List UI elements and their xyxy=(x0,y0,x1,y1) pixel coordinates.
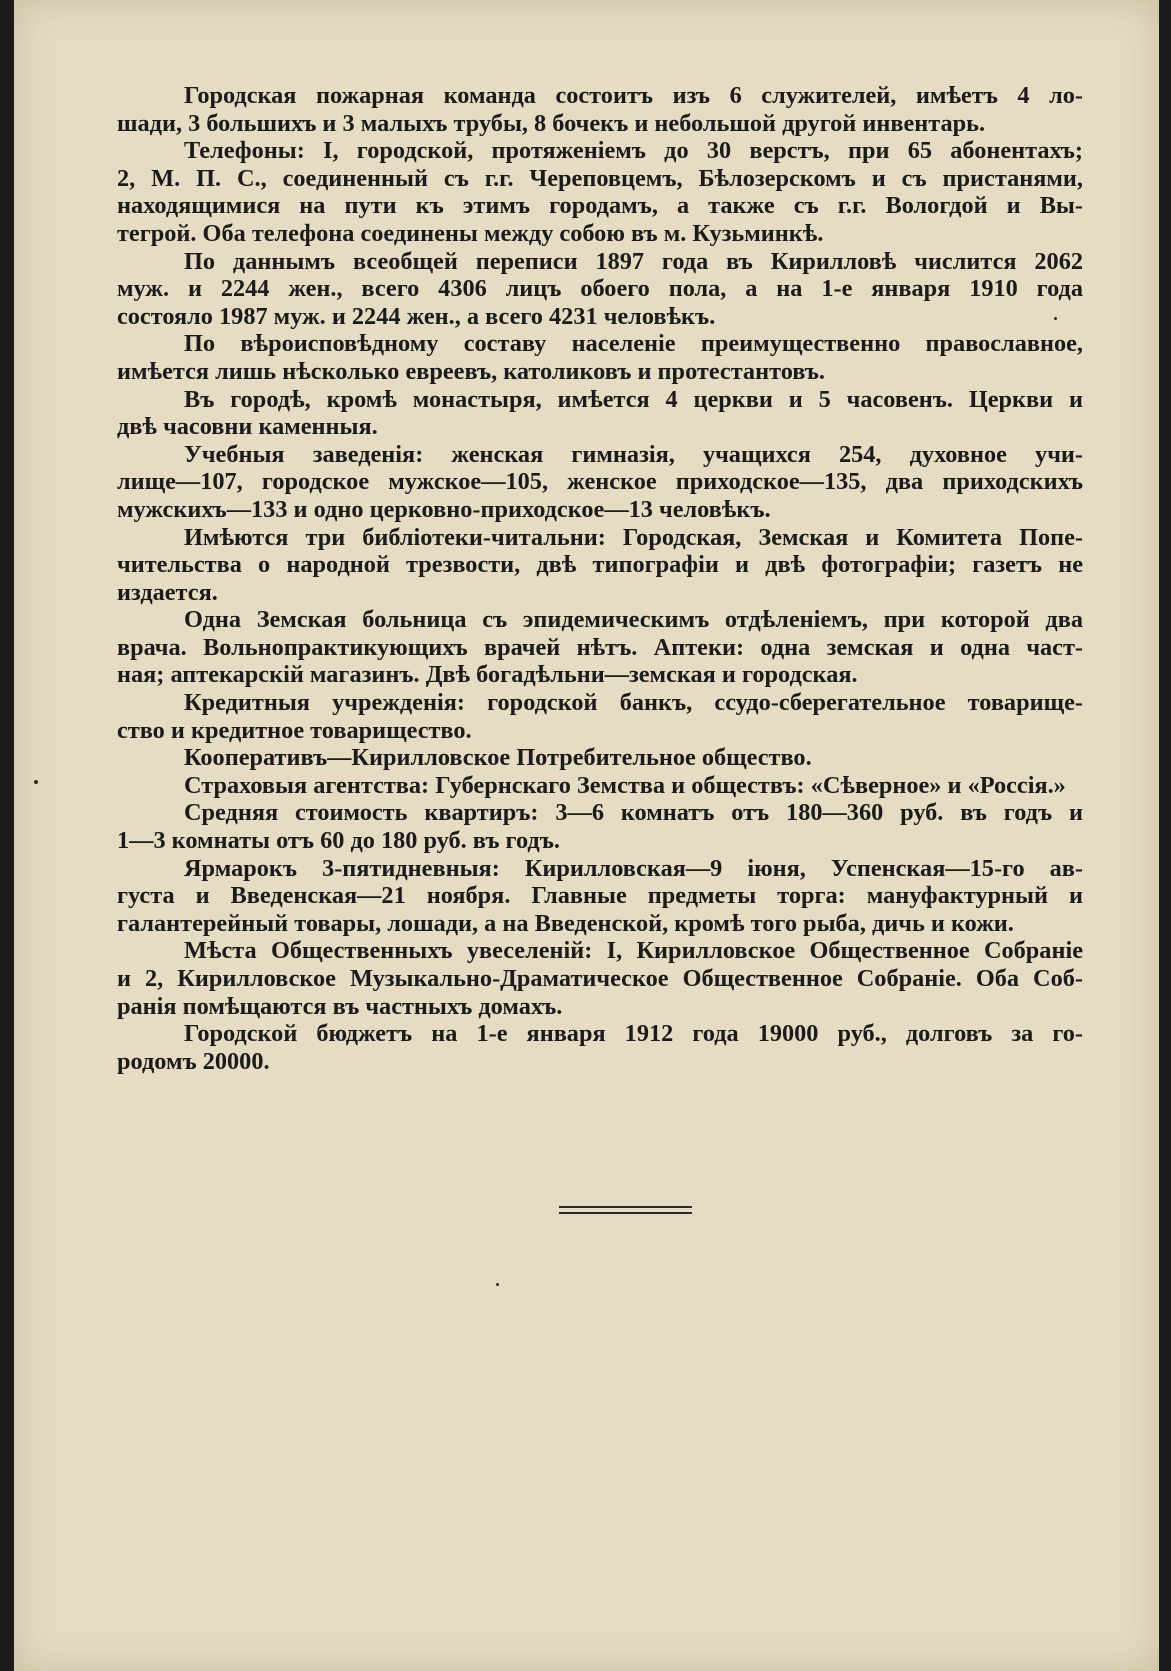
text-line: шади, 3 большихъ и 3 малыхъ трубы, 8 бочекъ и небольшой другой инвентарь. xyxy=(117,109,986,137)
ink-speck xyxy=(496,1283,499,1286)
text-line: ство и кредитное товарищество. xyxy=(117,716,472,744)
text-line: имѣется лишь нѣсколько евреевъ, католиковъ и протестантовъ. xyxy=(117,357,825,385)
text-line: мужскихъ—133 и одно церковно-приходское—13 человѣкъ. xyxy=(117,495,771,523)
paragraph xyxy=(117,82,1083,137)
paragraph xyxy=(117,689,1083,744)
text-line: ранія помѣщаются въ частныхъ домахъ. xyxy=(117,992,563,1020)
text-line: Страховыя агентства: Губернскаго Земства и обществъ: «Сѣверное» и «Россія.» xyxy=(184,771,1066,799)
paragraph xyxy=(117,1020,1083,1075)
text-line: состояло 1987 муж. и 2244 жен., а всего 4231 человѣкъ. xyxy=(117,302,716,330)
paragraph xyxy=(117,799,1083,854)
text-line: муж. и 2244 жен., всего 4306 лицъ обоего пола, а на 1-е января 1910 года xyxy=(117,275,1083,303)
text-line: 2, М. П. С., соединенный съ г.г. Череповцемъ, Бѣлозерскомъ и съ пристанями, xyxy=(117,164,1083,192)
text-line: Мѣста Общественныхъ увеселеній: I, Кирилловское Общественное Собраніе xyxy=(184,937,1083,965)
text-line: лище—107, городское мужское—105, женское приходское—135, два приходскихъ xyxy=(117,468,1083,496)
text-line: Ярмарокъ 3-пятидневныя: Кирилловская—9 іюня, Успенская—15-го ав- xyxy=(184,854,1083,882)
closing-rule-bottom xyxy=(559,1212,692,1214)
text-line: тегрой. Оба телефона соединены между собою въ м. Кузьминкѣ. xyxy=(117,219,824,247)
closing-rule-top xyxy=(559,1206,692,1208)
text-line: издается. xyxy=(117,578,218,606)
text-line: По даннымъ всеобщей переписи 1897 года въ Кирилловѣ числится 2062 xyxy=(184,247,1083,275)
paragraph xyxy=(117,386,1083,441)
paragraph xyxy=(117,330,1083,385)
text-line: Кооперативъ—Кирилловское Потребительное общество. xyxy=(184,744,812,772)
text-line: родомъ 20000. xyxy=(117,1047,270,1075)
paragraph xyxy=(117,772,1083,800)
text-line: По вѣроисповѣдному составу населеніе преимущественно православное, xyxy=(184,330,1083,358)
paragraph xyxy=(117,855,1083,938)
text-line: Телефоны: I, городской, протяженіемъ до 30 верстъ, при 65 абонентахъ; xyxy=(184,137,1083,165)
margin-speck xyxy=(34,780,38,784)
text-line: и 2, Кирилловское Музыкально-Драматическое Общественное Собраніе. Оба Соб- xyxy=(117,965,1083,992)
text-line: Городской бюджетъ на 1-е января 1912 года 19000 руб., долговъ за го- xyxy=(184,1020,1083,1048)
text-line: 1—3 комнаты отъ 60 до 180 руб. въ годъ. xyxy=(117,827,560,855)
text-line: Одна Земская больница съ эпидемическимъ отдѣленіемъ, при которой два xyxy=(184,606,1083,634)
text-line: густа и Введенская—21 ноября. Главные предметы торга: мануфактурный и xyxy=(117,882,1083,910)
scanned-page xyxy=(14,0,1159,1671)
paragraph xyxy=(117,137,1083,247)
text-line: Учебныя заведенія: женская гимназія, учащихся 254, духовное учи- xyxy=(184,440,1083,468)
paragraph xyxy=(117,937,1083,1020)
text-line: Городская пожарная команда состоитъ изъ 6 служителей, имѣетъ 4 ло- xyxy=(184,82,1083,109)
paragraph xyxy=(117,441,1083,524)
paragraph xyxy=(117,248,1083,331)
text-line: Въ городѣ, кромѣ монастыря, имѣется 4 церкви и 5 часовенъ. Церкви и xyxy=(184,385,1083,413)
text-line: двѣ часовни каменныя. xyxy=(117,413,378,441)
text-line: Кредитныя учрежденія: городской банкъ, ссудо-сберегательное товарище- xyxy=(184,689,1083,717)
paragraph xyxy=(117,744,1083,772)
ink-speck xyxy=(1054,317,1057,320)
text-line: чительства о народной трезвости, двѣ типографіи и двѣ фотографіи; газетъ не xyxy=(117,551,1083,579)
text-line: Средняя стоимость квартиръ: 3—6 комнатъ отъ 180—360 руб. въ годъ и xyxy=(184,799,1083,827)
text-line: находящимися на пути къ этимъ городамъ, а также съ г.г. Вологдой и Вы- xyxy=(117,192,1083,220)
paragraph xyxy=(117,524,1083,607)
text-line: галантерейный товары, лошади, а на Введенской, кромѣ того рыба, дичь и кожи. xyxy=(117,909,1014,937)
text-line: Имѣются три библіотеки-читальни: Городская, Земская и Комитета Попе- xyxy=(184,523,1083,551)
text-line: ная; аптекарскій магазинъ. Двѣ богадѣльни—земская и городская. xyxy=(117,661,858,689)
text-line: врача. Вольнопрактикующихъ врачей нѣтъ. Аптеки: одна земская и одна част- xyxy=(117,633,1083,661)
document-body xyxy=(117,82,1083,1075)
paragraph xyxy=(117,606,1083,689)
